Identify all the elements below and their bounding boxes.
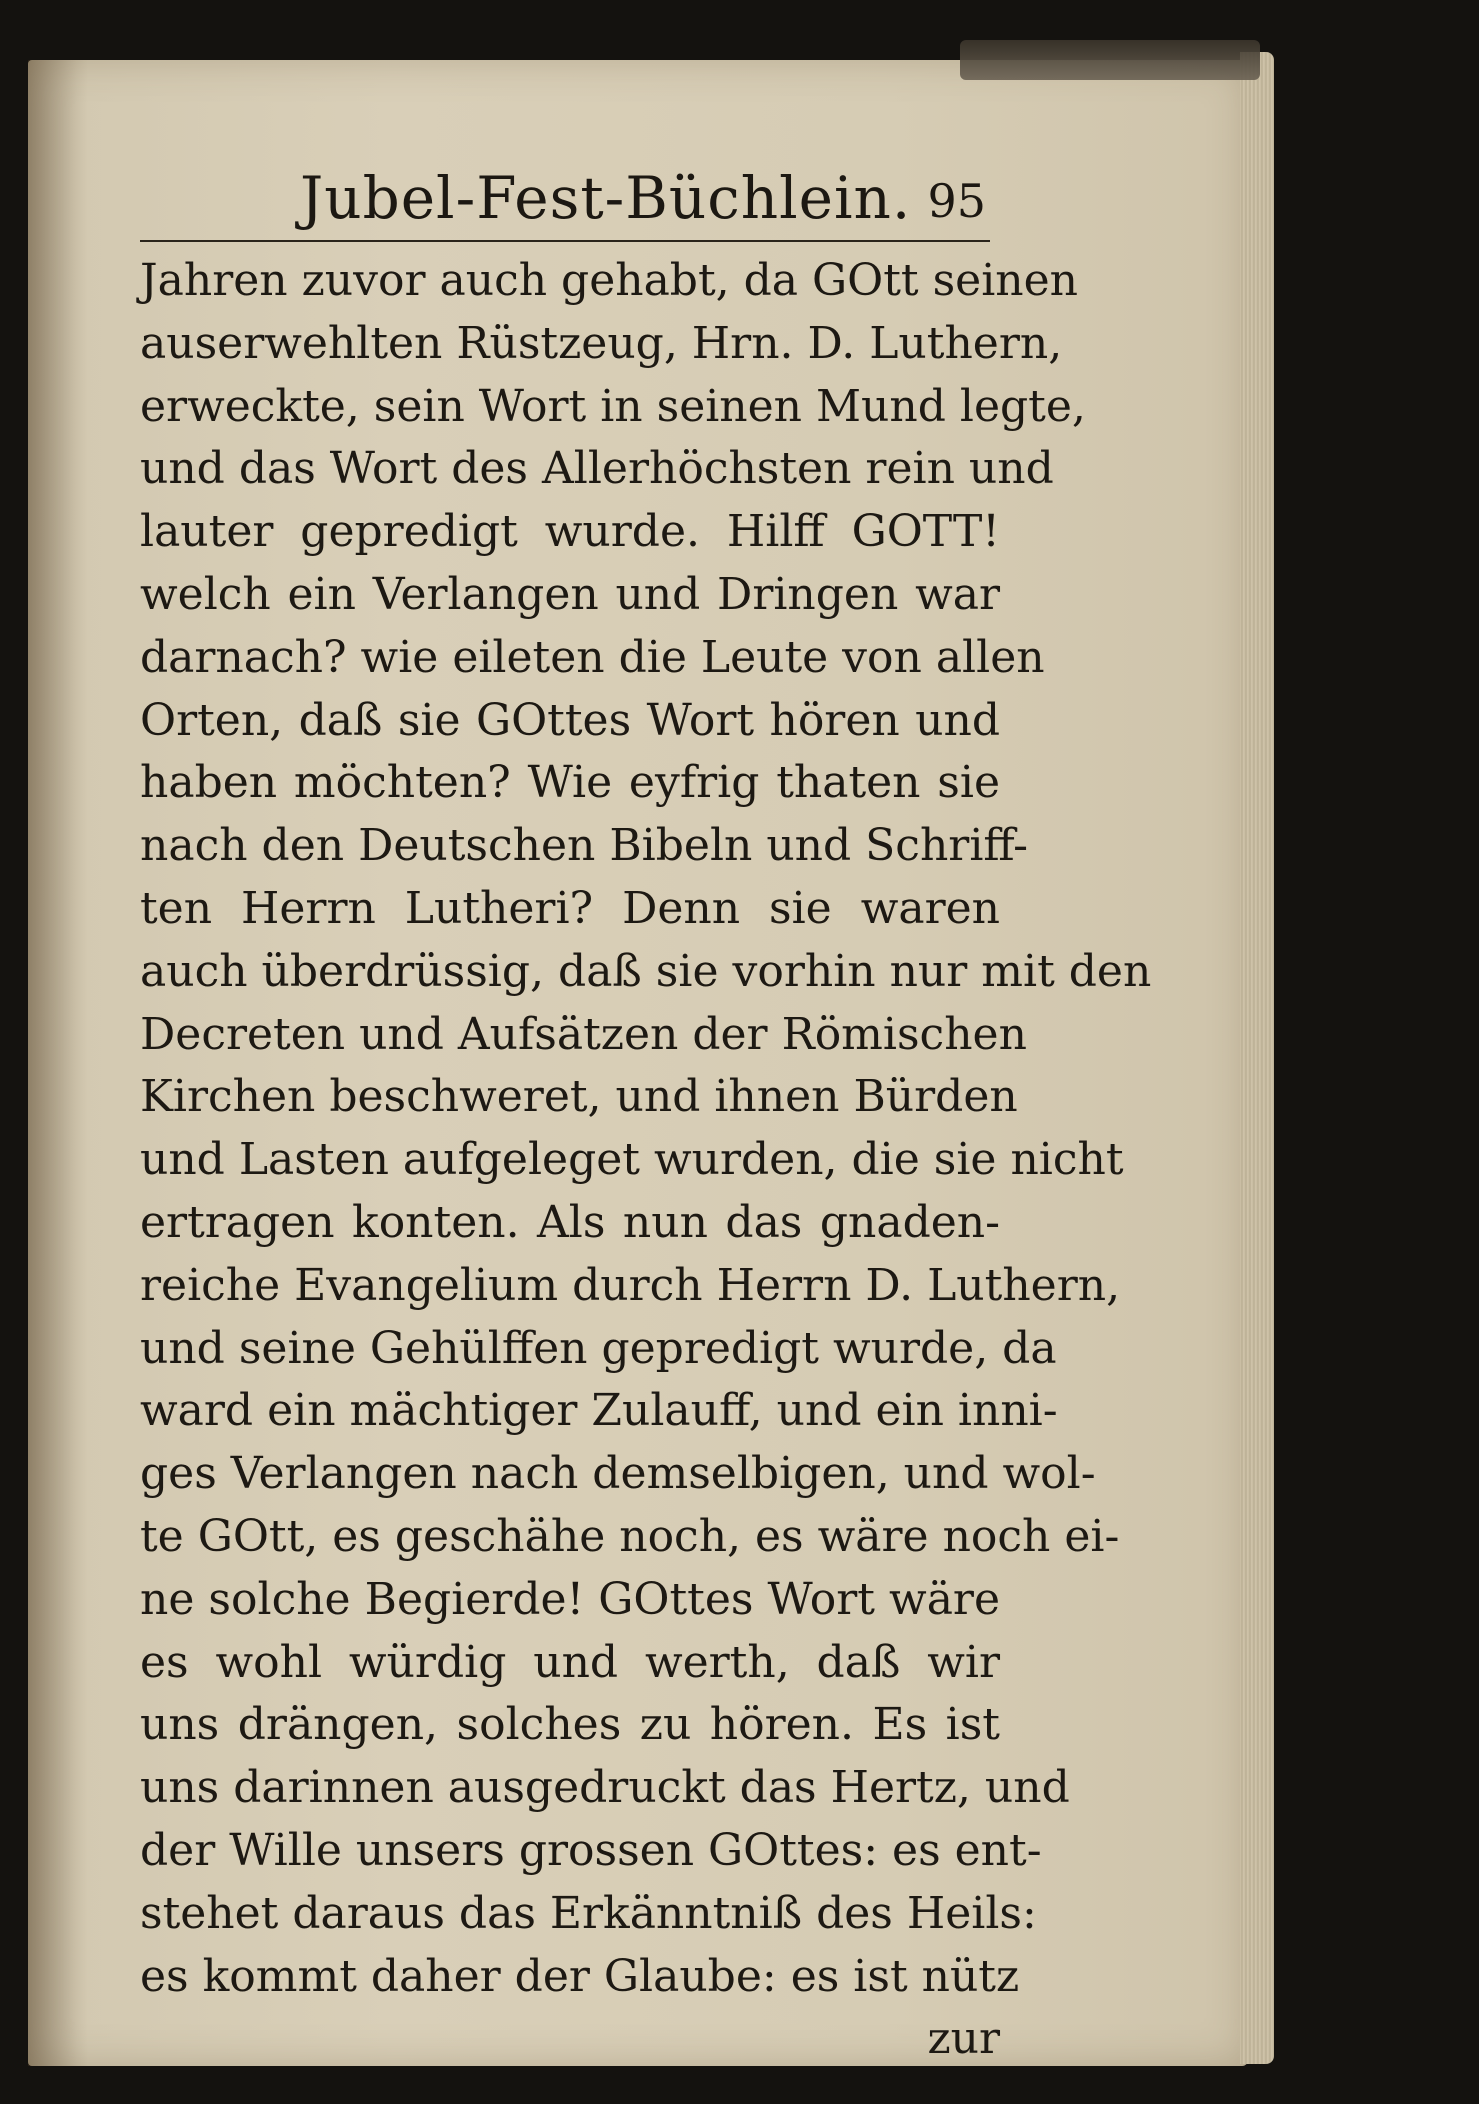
- text-line: darnach? wie eileten die Leute von allen: [140, 631, 1045, 683]
- text-line: es kommt daher der Glaube: es ist nütz: [140, 1950, 1020, 2002]
- running-title: Jubel-Fest-Büchlein.: [300, 164, 912, 232]
- page-header: [140, 160, 990, 242]
- gutter-shadow: [28, 60, 88, 2066]
- text-line: ten Herrn Lutheri? Denn sie waren: [140, 882, 1000, 934]
- page-number: 95: [927, 174, 986, 228]
- text-line: ne solche Begierde! GOttes Wort wäre: [140, 1573, 1000, 1625]
- text-line: ward ein mächtiger Zulauff, und ein inni-: [140, 1385, 1058, 1437]
- text-line: und Lasten aufgeleget wurden, die sie nicht: [140, 1134, 1124, 1186]
- page-fore-edge: [1240, 52, 1274, 2064]
- text-line: Decreten und Aufsätzen der Römischen: [140, 1008, 1027, 1060]
- text-line: auserwehlten Rüstzeug, Hrn. D. Luthern,: [140, 317, 1063, 369]
- catchword: zur: [927, 2013, 1000, 2065]
- text-line: erweckte, sein Wort in seinen Mund legte,: [140, 380, 1086, 432]
- text-line: Kirchen beschweret, und ihnen Bürden: [140, 1071, 1018, 1123]
- text-line: und seine Gehülffen gepredigt wurde, da: [140, 1322, 1057, 1374]
- text-line: ertragen konten. Als nun das gnaden-: [140, 1196, 1000, 1248]
- text-line: stehet daraus das Erkänntniß des Heils:: [140, 1887, 1037, 1939]
- text-line: und das Wort des Allerhöchsten rein und: [140, 443, 1054, 495]
- book-cover-edge: [960, 40, 1260, 80]
- text-line: lauter gepredigt wurde. Hilff GOTT!: [140, 506, 1000, 558]
- text-line: uns darinnen ausgedruckt das Hertz, und: [140, 1762, 1070, 1814]
- text-line: nach den Deutschen Bibeln und Schriff-: [140, 820, 1028, 872]
- text-line: der Wille unsers grossen GOttes: es ent-: [140, 1824, 1042, 1876]
- text-line: uns drängen, solches zu hören. Es ist: [140, 1699, 1000, 1751]
- text-line: Orten, daß sie GOttes Wort hören und: [140, 694, 1000, 746]
- text-line: welch ein Verlangen und Dringen war: [140, 568, 1000, 620]
- text-line: haben möchten? Wie eyfrig thaten sie: [140, 757, 1000, 809]
- text-line: ges Verlangen nach demselbigen, und wol-: [140, 1448, 1096, 1500]
- text-line: te GOtt, es geschähe noch, es wäre noch ei-: [140, 1510, 1120, 1562]
- body-text: [140, 250, 1152, 2071]
- text-line: reiche Evangelium durch Herrn D. Luthern,: [140, 1259, 1121, 1311]
- text-line: es wohl würdig und werth, daß wir: [140, 1636, 1000, 1688]
- text-line: Jahren zuvor auch gehabt, da GOtt seinen: [140, 255, 1078, 306]
- text-line: auch überdrüssig, daß sie vorhin nur mit den: [140, 945, 1152, 997]
